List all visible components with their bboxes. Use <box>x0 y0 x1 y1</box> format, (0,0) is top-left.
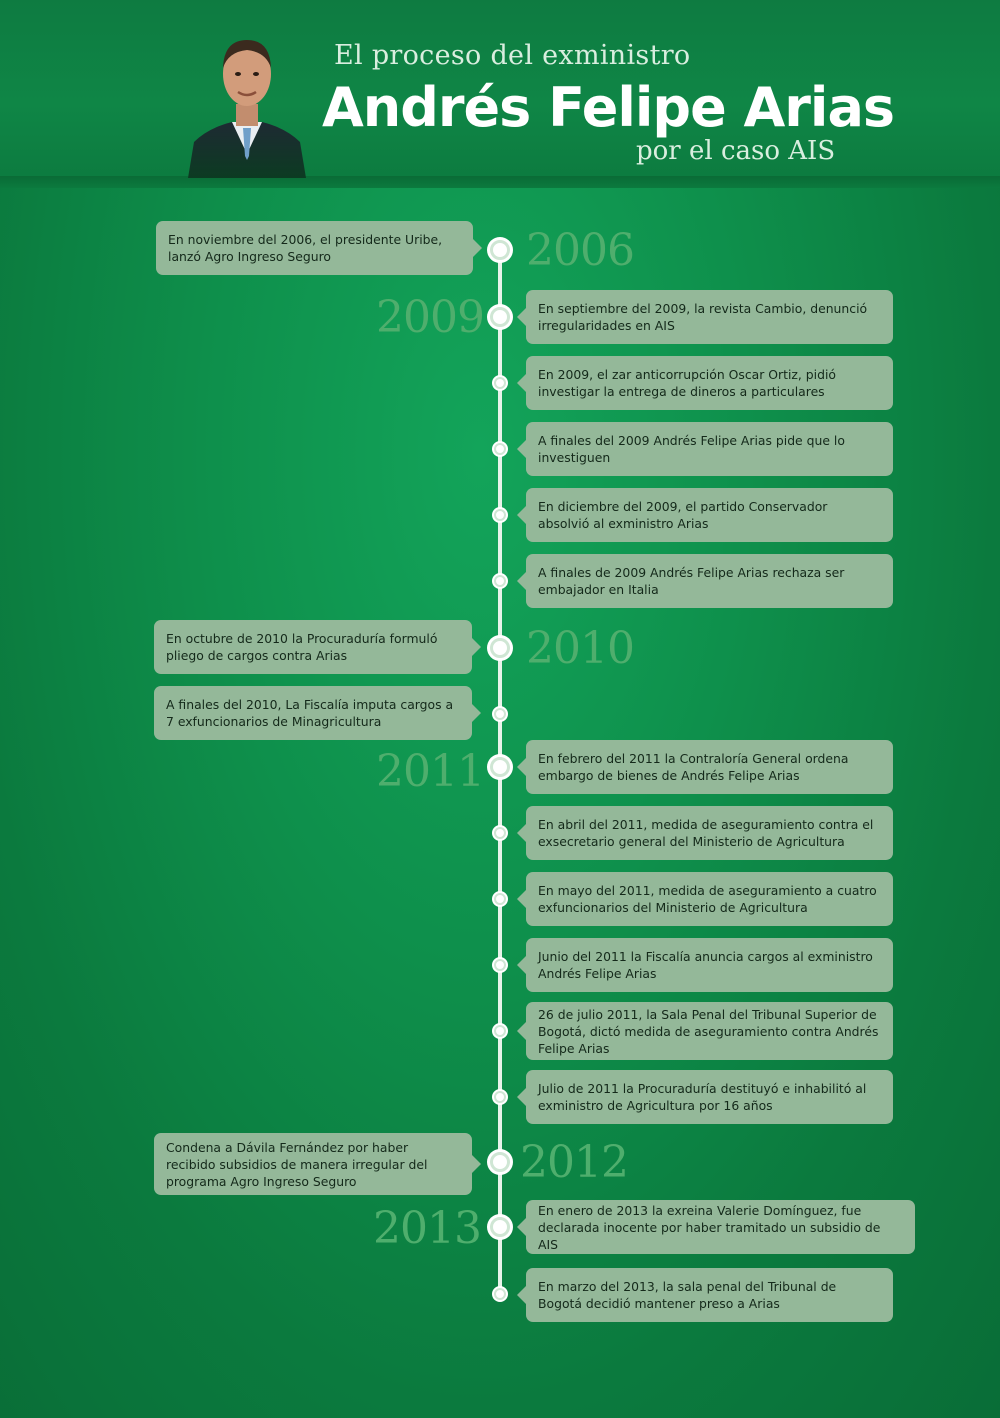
event-text: En septiembre del 2009, la revista Cambio, denunció irregularidades en AIS <box>538 301 868 333</box>
timeline-node-major <box>490 757 510 777</box>
year-label-2006: 2006 <box>526 225 634 276</box>
event-text: Julio de 2011 la Procuraduría destituyó e inhabilitó al exministro de Agricultura por 16 años <box>538 1081 867 1113</box>
timeline-node <box>494 708 506 720</box>
event-card <box>154 686 472 740</box>
timeline-node <box>494 827 506 839</box>
timeline-node <box>494 1091 506 1103</box>
header-case: por el caso AIS <box>636 136 836 166</box>
timeline-node <box>494 443 506 455</box>
event-text: Junio del 2011 la Fiscalía anuncia cargos al exministro Andrés Felipe Arias <box>538 949 873 981</box>
timeline-node-major <box>490 307 510 327</box>
timeline-node <box>494 377 506 389</box>
event-text: En diciembre del 2009, el partido Conservador absolvió al exministro Arias <box>538 499 828 531</box>
event-card <box>526 290 893 344</box>
timeline-node-major <box>490 638 510 658</box>
timeline-node <box>494 509 506 521</box>
event-card <box>526 1268 893 1322</box>
event-card <box>156 221 473 275</box>
year-label-2010: 2010 <box>526 623 634 674</box>
event-card <box>526 1200 915 1254</box>
event-text: A finales de 2009 Andrés Felipe Arias rechaza ser embajador en Italia <box>538 565 845 597</box>
event-card <box>526 356 893 410</box>
year-label-2009: 2009 <box>376 292 484 343</box>
event-text: En noviembre del 2006, el presidente Uribe, lanzó Agro Ingreso Seguro <box>168 232 443 264</box>
event-card <box>526 1002 893 1060</box>
event-text: 26 de julio 2011, la Sala Penal del Tribunal Superior de Bogotá, dictó medida de aseguramiento contra Andrés Felipe Arias <box>538 1006 879 1056</box>
year-label-2012: 2012 <box>520 1137 628 1188</box>
timeline-node <box>494 959 506 971</box>
event-text: En marzo del 2013, la sala penal del Tribunal de Bogotá decidió mantener preso a Arias <box>538 1279 837 1311</box>
event-text: A finales del 2009 Andrés Felipe Arias pide que lo investiguen <box>538 433 845 465</box>
header-title: Andrés Felipe Arias <box>322 76 895 139</box>
event-card <box>526 740 893 794</box>
event-text: A finales del 2010, La Fiscalía imputa cargos a 7 exfuncionarios de Minagricultura <box>166 697 454 729</box>
event-card <box>526 554 893 608</box>
event-text: En febrero del 2011 la Contraloría General ordena embargo de bienes de Andrés Felipe Arias <box>538 751 849 783</box>
year-label-2013: 2013 <box>373 1203 481 1254</box>
header-divider <box>0 176 1000 188</box>
header-subtitle: El proceso del exministro <box>334 40 691 71</box>
timeline-node-major <box>490 1152 510 1172</box>
timeline-node <box>494 1025 506 1037</box>
timeline-node-major <box>490 1217 510 1237</box>
event-card <box>154 1133 472 1195</box>
event-card <box>526 488 893 542</box>
timeline-node <box>494 1288 506 1300</box>
event-text: Condena a Dávila Fernández por haber recibido subsidios de manera irregular del programa Agro Ingreso Seguro <box>166 1139 428 1189</box>
portrait-photo <box>188 30 306 178</box>
year-label-2011: 2011 <box>376 746 484 797</box>
timeline-node <box>494 893 506 905</box>
event-card <box>526 1070 893 1124</box>
event-text: En enero de 2013 la exreina Valerie Domínguez, fue declarada inocente por haber tramitado un subsidio de AIS <box>538 1202 881 1252</box>
event-card <box>526 806 893 860</box>
event-card <box>526 938 893 992</box>
timeline-node <box>494 575 506 587</box>
event-card <box>526 872 893 926</box>
event-card <box>154 620 472 674</box>
timeline-node-major <box>490 240 510 260</box>
event-text: En mayo del 2011, medida de aseguramiento a cuatro exfuncionarios del Ministerio de Agricultura <box>538 883 877 915</box>
event-card <box>526 422 893 476</box>
event-text: En octubre de 2010 la Procuraduría formuló pliego de cargos contra Arias <box>166 631 438 663</box>
event-text: En 2009, el zar anticorrupción Oscar Ortiz, pidió investigar la entrega de dineros a particulares <box>538 367 836 399</box>
event-text: En abril del 2011, medida de aseguramiento contra el exsecretario general del Ministerio de Agricultura <box>538 817 874 849</box>
